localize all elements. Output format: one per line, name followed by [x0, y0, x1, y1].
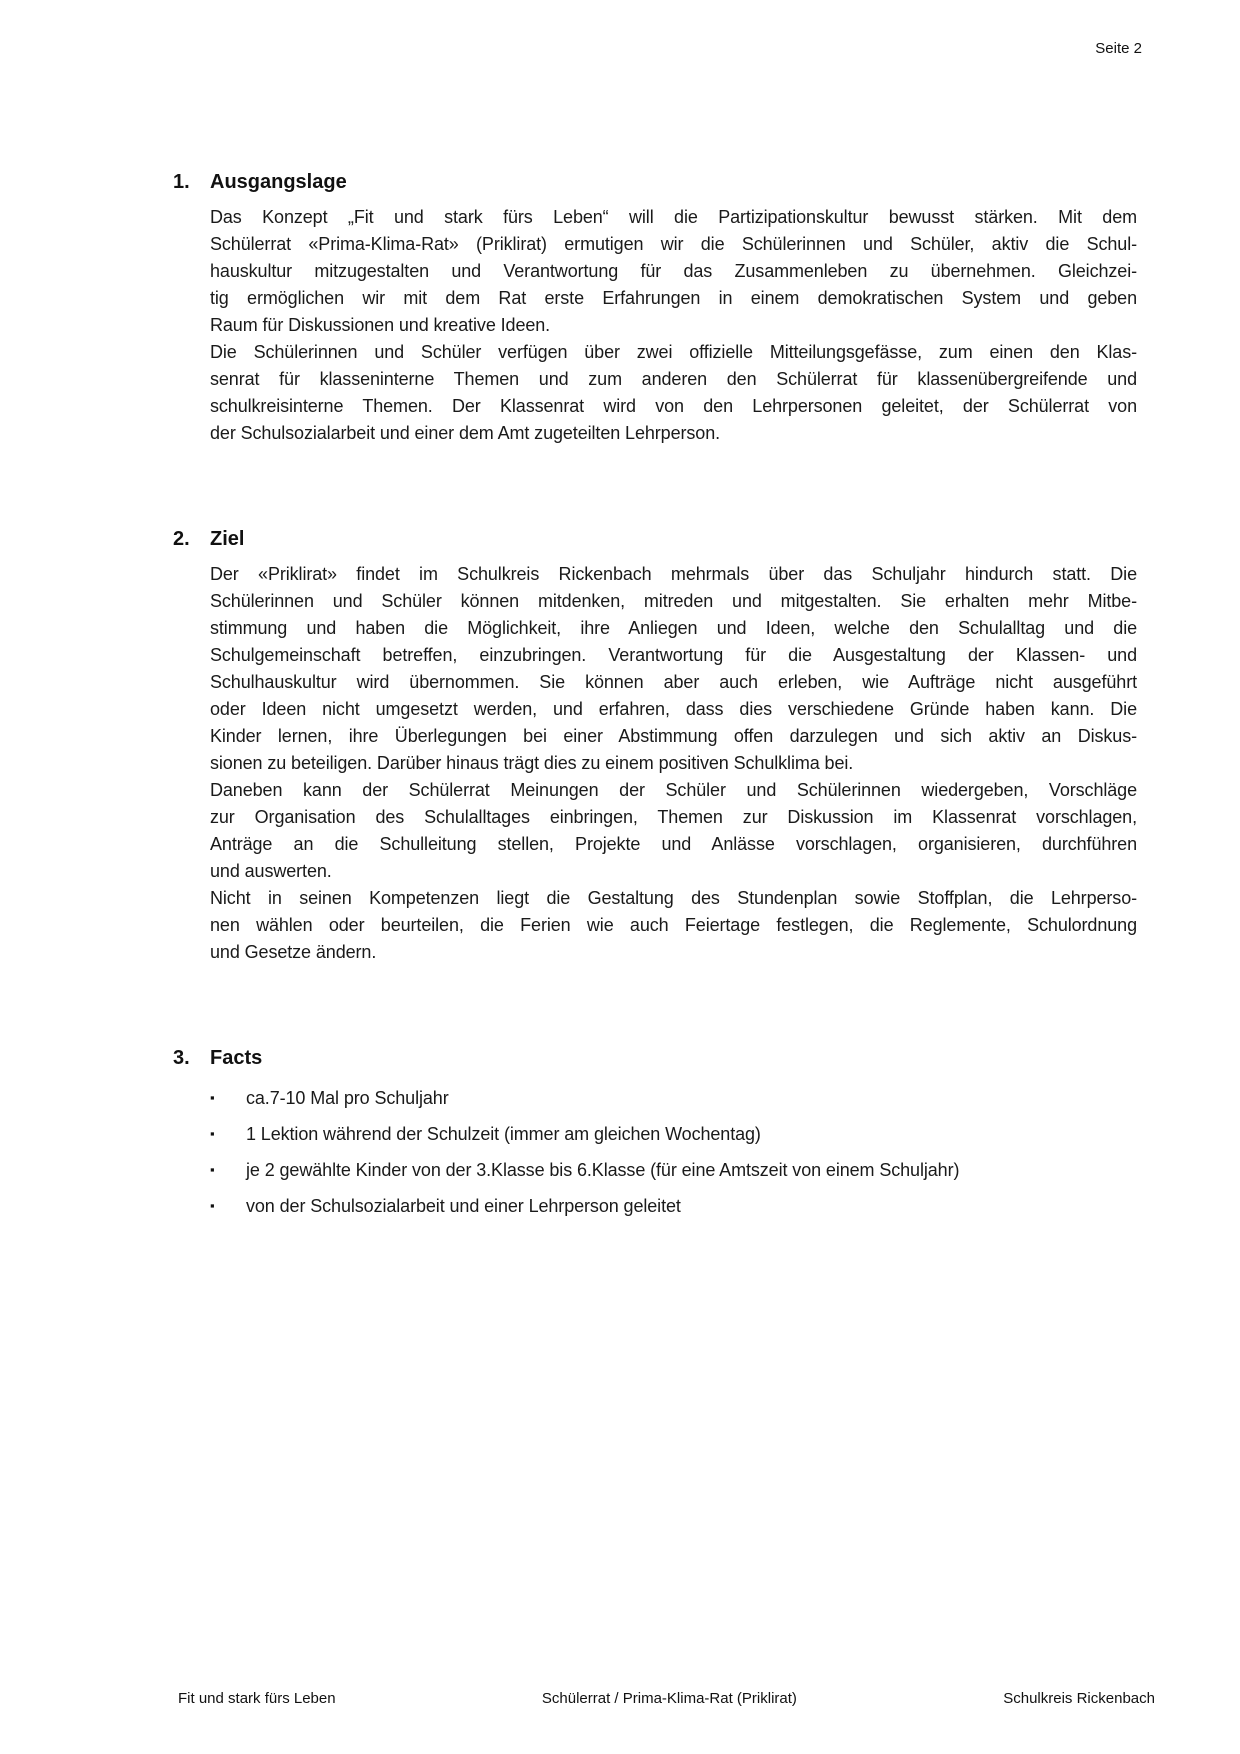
paragraph-line: nen wählen oder beurteilen, die Ferien wie auch Feiertage festlegen, die Reglemente, Schulordnung — [210, 915, 1137, 935]
paragraph-line: schulkreisinterne Themen. Der Klassenrat wird von den Lehrpersonen geleitet, der Schülerrat von — [210, 396, 1137, 416]
bullet-text: je 2 gewählte Kinder von der 3.Klasse bis 6.Klasse (für eine Amtszeit von einem Schuljahr) — [246, 1159, 960, 1180]
paragraph-line: Schülerinnen und Schüler können mitdenken, mitreden und mitgestalten. Sie erhalten mehr Mitbe- — [210, 591, 1137, 611]
paragraph-line: Die Schülerinnen und Schüler verfügen über zwei offizielle Mitteilungsgefässe, zum einen den Klas- — [210, 342, 1137, 362]
footer-left: Fit und stark fürs Leben — [178, 1690, 336, 1707]
section-ausgangslage — [173, 168, 1137, 447]
page-footer — [178, 1690, 1155, 1707]
bullet-square-icon: ▪ — [210, 1198, 215, 1213]
bullet-text: 1 Lektion während der Schulzeit (immer am gleichen Wochentag) — [246, 1123, 761, 1144]
bullet-square-icon: ▪ — [210, 1126, 215, 1141]
section-heading — [173, 168, 1137, 196]
page-number: Seite 2 — [1095, 40, 1142, 57]
bullet-item — [210, 1188, 1137, 1224]
paragraph-line: Das Konzept „Fit und stark fürs Leben“ will die Partizipationskultur bewusst stärken. Mit dem — [210, 207, 1137, 227]
bullet-square-icon: ▪ — [210, 1162, 215, 1177]
paragraph — [210, 561, 1137, 777]
paragraph-line: Raum für Diskussionen und kreative Ideen. — [210, 315, 551, 335]
section-number: 2. — [173, 528, 190, 550]
bullet-text: von der Schulsozialarbeit und einer Lehrperson geleitet — [246, 1195, 681, 1216]
paragraph-line: senrat für klasseninterne Themen und zum anderen den Schülerrat für klassenübergreifende und — [210, 369, 1137, 389]
bullet-square-icon: ▪ — [210, 1090, 215, 1105]
bullet-item — [210, 1080, 1137, 1116]
paragraph-line: Schulgemeinschaft betreffen, einzubringen. Verantwortung für die Ausgestaltung der Klassen- und — [210, 645, 1137, 665]
paragraph-line: oder Ideen nicht umgesetzt werden, und erfahren, dass dies verschiedene Gründe haben kann. Die — [210, 699, 1137, 719]
paragraph-line: sionen zu beteiligen. Darüber hinaus trägt dies zu einem positiven Schulklima bei. — [210, 753, 854, 773]
paragraph-line: der Schulsozialarbeit und einer dem Amt zugeteilten Lehrperson. — [210, 423, 721, 443]
paragraph-line: und auswerten. — [210, 861, 332, 881]
paragraph — [210, 777, 1137, 885]
section-title: Ausgangslage — [210, 171, 347, 193]
paragraph-line: Anträge an die Schulleitung stellen, Projekte und Anlässe vorschlagen, organisieren, durchführen — [210, 834, 1137, 854]
section-number: 1. — [173, 171, 190, 193]
section-heading — [173, 525, 1137, 553]
paragraph-line: Der «Priklirat» findet im Schulkreis Rickenbach mehrmals über das Schuljahr hindurch statt. Die — [210, 564, 1137, 584]
section-number: 3. — [173, 1047, 190, 1069]
footer-center: Schülerrat / Prima-Klima-Rat (Priklirat) — [541, 1690, 797, 1707]
paragraph-line: zur Organisation des Schulalltages einbringen, Themen zur Diskussion im Klassenrat vorschlagen, — [210, 807, 1137, 827]
bullet-list — [210, 1080, 1137, 1224]
paragraph-line: Nicht in seinen Kompetenzen liegt die Gestaltung des Stundenplan sowie Stoffplan, die Lehrperso- — [210, 888, 1137, 908]
paragraph-line: stimmung und haben die Möglichkeit, ihre Anliegen und Ideen, welche den Schulalltag und die — [210, 618, 1137, 638]
footer-right: Schulkreis Rickenbach — [1003, 1690, 1155, 1707]
page-header — [1095, 40, 1142, 57]
paragraph-line: Schülerrat «Prima-Klima-Rat» (Priklirat) ermutigen wir die Schülerinnen und Schüler, aktiv die Schul- — [210, 234, 1137, 254]
paragraph-line: tig ermöglichen wir mit dem Rat erste Erfahrungen in einem demokratischen System und geben — [210, 288, 1137, 308]
section-title: Ziel — [210, 528, 245, 550]
paragraph — [210, 204, 1137, 339]
section-title: Facts — [210, 1047, 263, 1069]
section-ziel — [173, 525, 1137, 966]
paragraph-line: hauskultur mitzugestalten und Verantwortung für das Zusammenleben zu übernehmen. Gleichzei- — [210, 261, 1137, 281]
paragraph-line: Schulhauskultur wird übernommen. Sie können aber auch erleben, wie Aufträge nicht ausgeführt — [210, 672, 1137, 692]
paragraph-line: und Gesetze ändern. — [210, 942, 377, 962]
document-content — [173, 168, 1137, 1224]
paragraph-line: Daneben kann der Schülerrat Meinungen der Schüler und Schülerinnen wiedergeben, Vorschläge — [210, 780, 1137, 800]
bullet-item — [210, 1152, 1137, 1188]
section-facts — [173, 1044, 1137, 1224]
paragraph — [210, 339, 1137, 447]
paragraph — [210, 885, 1137, 966]
section-heading — [173, 1044, 1137, 1072]
bullet-text: ca.7-10 Mal pro Schuljahr — [246, 1087, 449, 1108]
paragraph-line: Kinder lernen, ihre Überlegungen bei einer Abstimmung offen darzulegen und sich aktiv an Diskus- — [210, 726, 1137, 746]
bullet-item — [210, 1116, 1137, 1152]
